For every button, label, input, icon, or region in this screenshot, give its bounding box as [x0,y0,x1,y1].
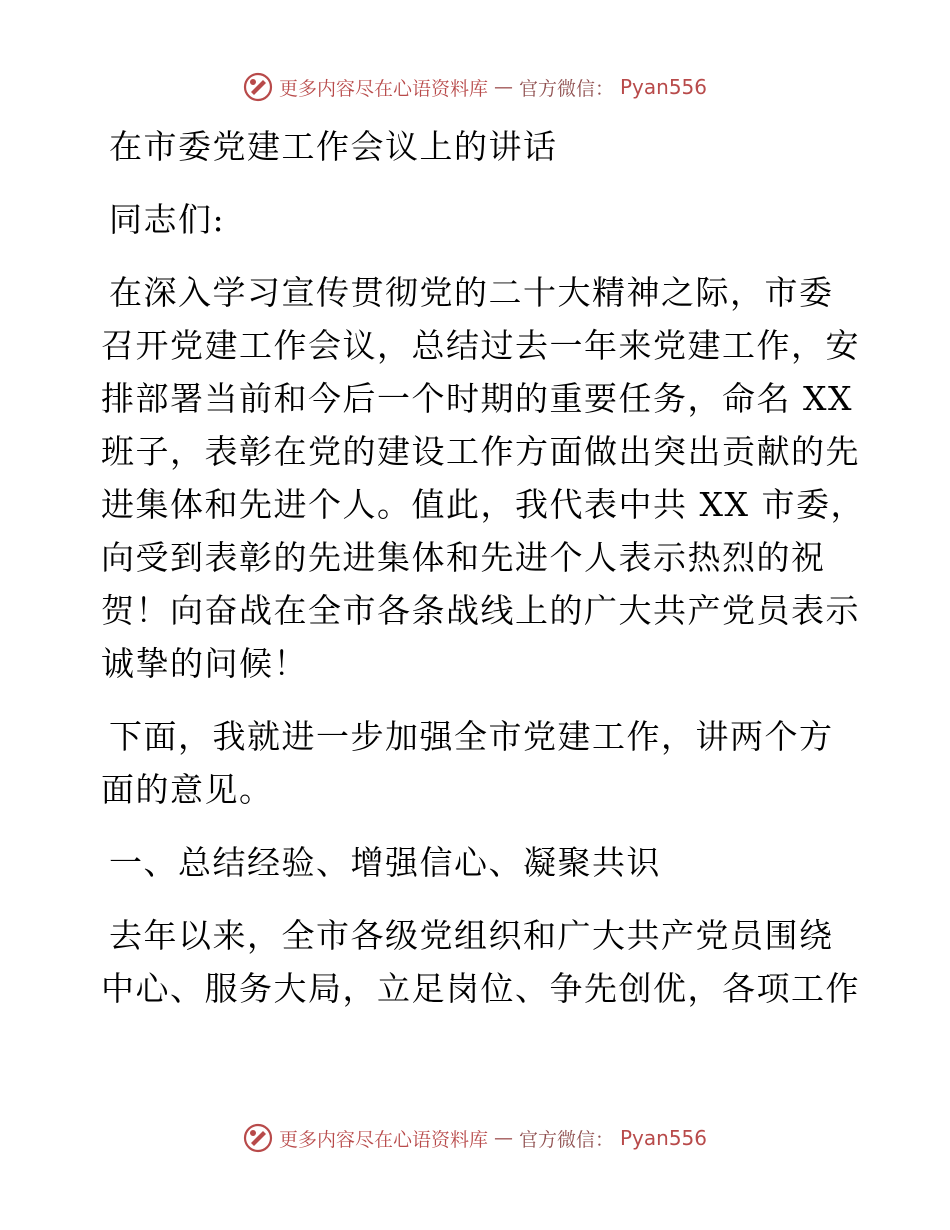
paragraph-line: 向受到表彰的先进集体和先进个人表示热烈的祝 [101,538,826,577]
watermark-text: 更多内容尽在心语资料库 [278,1128,488,1151]
paragraph-line: 召开党建工作会议，总结过去一年来党建工作，安 [101,326,860,365]
paragraph-line: 诚挚的问候！ [101,644,308,683]
watermark-separator: — [493,76,513,98]
paragraph-line: 下面，我就进一步加强全市党建工作，讲两个方 [109,717,834,756]
paragraph-line: 中心、服务大局，立足岗位、争先创优，各项工作 [101,969,860,1008]
document-title: 在市委党建工作会议上的讲话 [109,127,558,166]
greeting: 同志们: [109,200,226,239]
paragraph-line: 去年以来，全市各级党组织和广大共产党员围绕 [109,916,834,955]
watermark-text: 更多内容尽在心语资料库 [278,77,488,100]
watermark-separator: — [493,1127,513,1149]
paragraph-line: 面的意见。 [101,770,274,809]
paragraph-line: 进集体和先进个人。值此，我代表中共 XX 市委， [101,485,865,524]
brand-seal-logo-icon [243,1123,273,1153]
footer-watermark [0,1123,950,1153]
paragraph-line: 班子，表彰在党的建设工作方面做出突出贡献的先 [101,432,860,471]
paragraph-2 [101,710,853,816]
paragraph-line: 贺！向奋战在全市各条战线上的广大共产党员表示 [101,591,860,630]
paragraph-3 [101,909,860,1015]
watermark-wechat-id: Pyan556 [620,75,708,99]
watermark-official-label: 官方微信： [518,77,614,100]
document-body [101,120,865,1035]
paragraph-line: 在深入学习宣传贯彻党的二十大精神之际，市委 [109,273,834,312]
paragraph-1 [101,266,865,690]
section-heading: 一、总结经验、增强信心、凝聚共识 [109,843,661,882]
watermark-wechat-id: Pyan556 [620,1126,708,1150]
brand-seal-logo-icon [243,72,273,102]
watermark-official-label: 官方微信： [518,1128,614,1151]
paragraph-line: 排部署当前和今后一个时期的重要任务，命名 XX [101,379,853,418]
header-watermark [0,72,950,102]
